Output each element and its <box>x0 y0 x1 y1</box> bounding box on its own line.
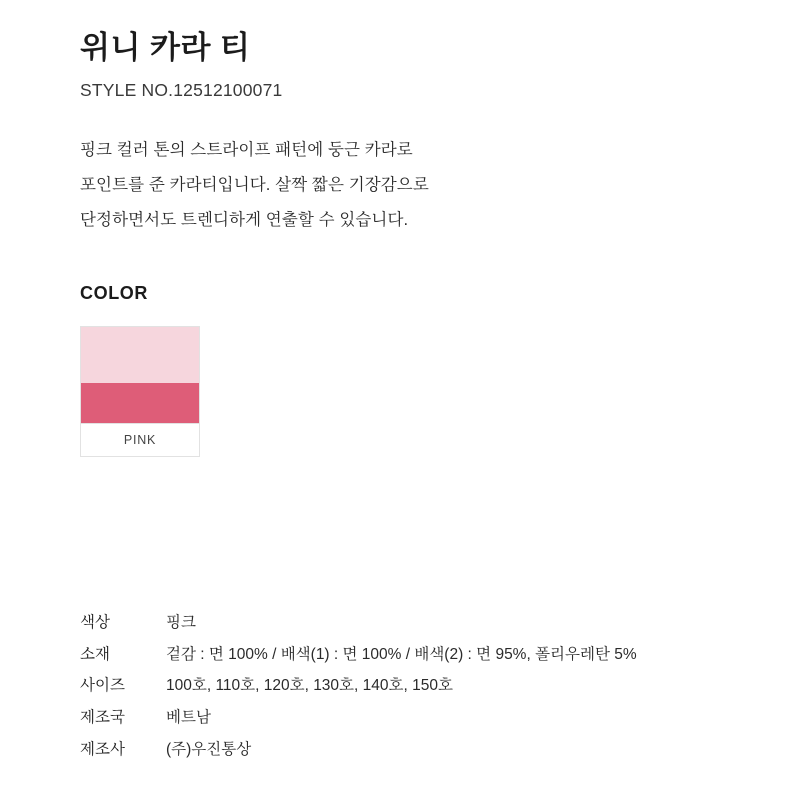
color-section-heading: COLOR <box>80 283 148 304</box>
swatch-color-top <box>81 327 199 383</box>
spec-label: 사이즈 <box>80 677 125 695</box>
description-line: 포인트를 준 카라티입니다. 살짝 짧은 기장감으로 <box>80 175 429 194</box>
table-row <box>80 675 637 707</box>
spec-value: 베트남 <box>166 709 211 727</box>
spec-label: 색상 <box>80 614 110 631</box>
table-row <box>80 644 637 676</box>
spec-value: 100호, 110호, 120호, 130호, 140호, 150호 <box>166 677 453 695</box>
spec-value: (주)우진통상 <box>166 740 252 758</box>
spec-label: 소재 <box>80 645 110 663</box>
specification-table <box>80 612 637 770</box>
page-title: 위니 카라 티 <box>80 30 251 65</box>
spec-label: 제조사 <box>80 740 125 758</box>
spec-value: 핑크 <box>166 614 196 631</box>
table-row <box>80 612 637 644</box>
swatch-color-bottom <box>81 383 199 423</box>
description-line: 단정하면서도 트렌디하게 연출할 수 있습니다. <box>80 210 409 229</box>
color-swatch-pink[interactable] <box>80 326 200 457</box>
description-line: 핑크 컬러 톤의 스트라이프 패턴에 둥근 카라로 <box>80 141 413 160</box>
color-swatch-list <box>80 304 800 457</box>
spec-label: 제조국 <box>80 709 125 727</box>
table-row <box>80 739 637 771</box>
style-number: STYLE NO.12512100071 <box>80 80 283 101</box>
spec-value: 겉감 : 면 100% / 배색(1) : 면 100% / 배색(2) : 면 95%, 폴리우레탄 5% <box>166 645 637 663</box>
swatch-label: PINK <box>81 423 199 456</box>
product-description <box>80 101 800 237</box>
table-row <box>80 707 637 739</box>
